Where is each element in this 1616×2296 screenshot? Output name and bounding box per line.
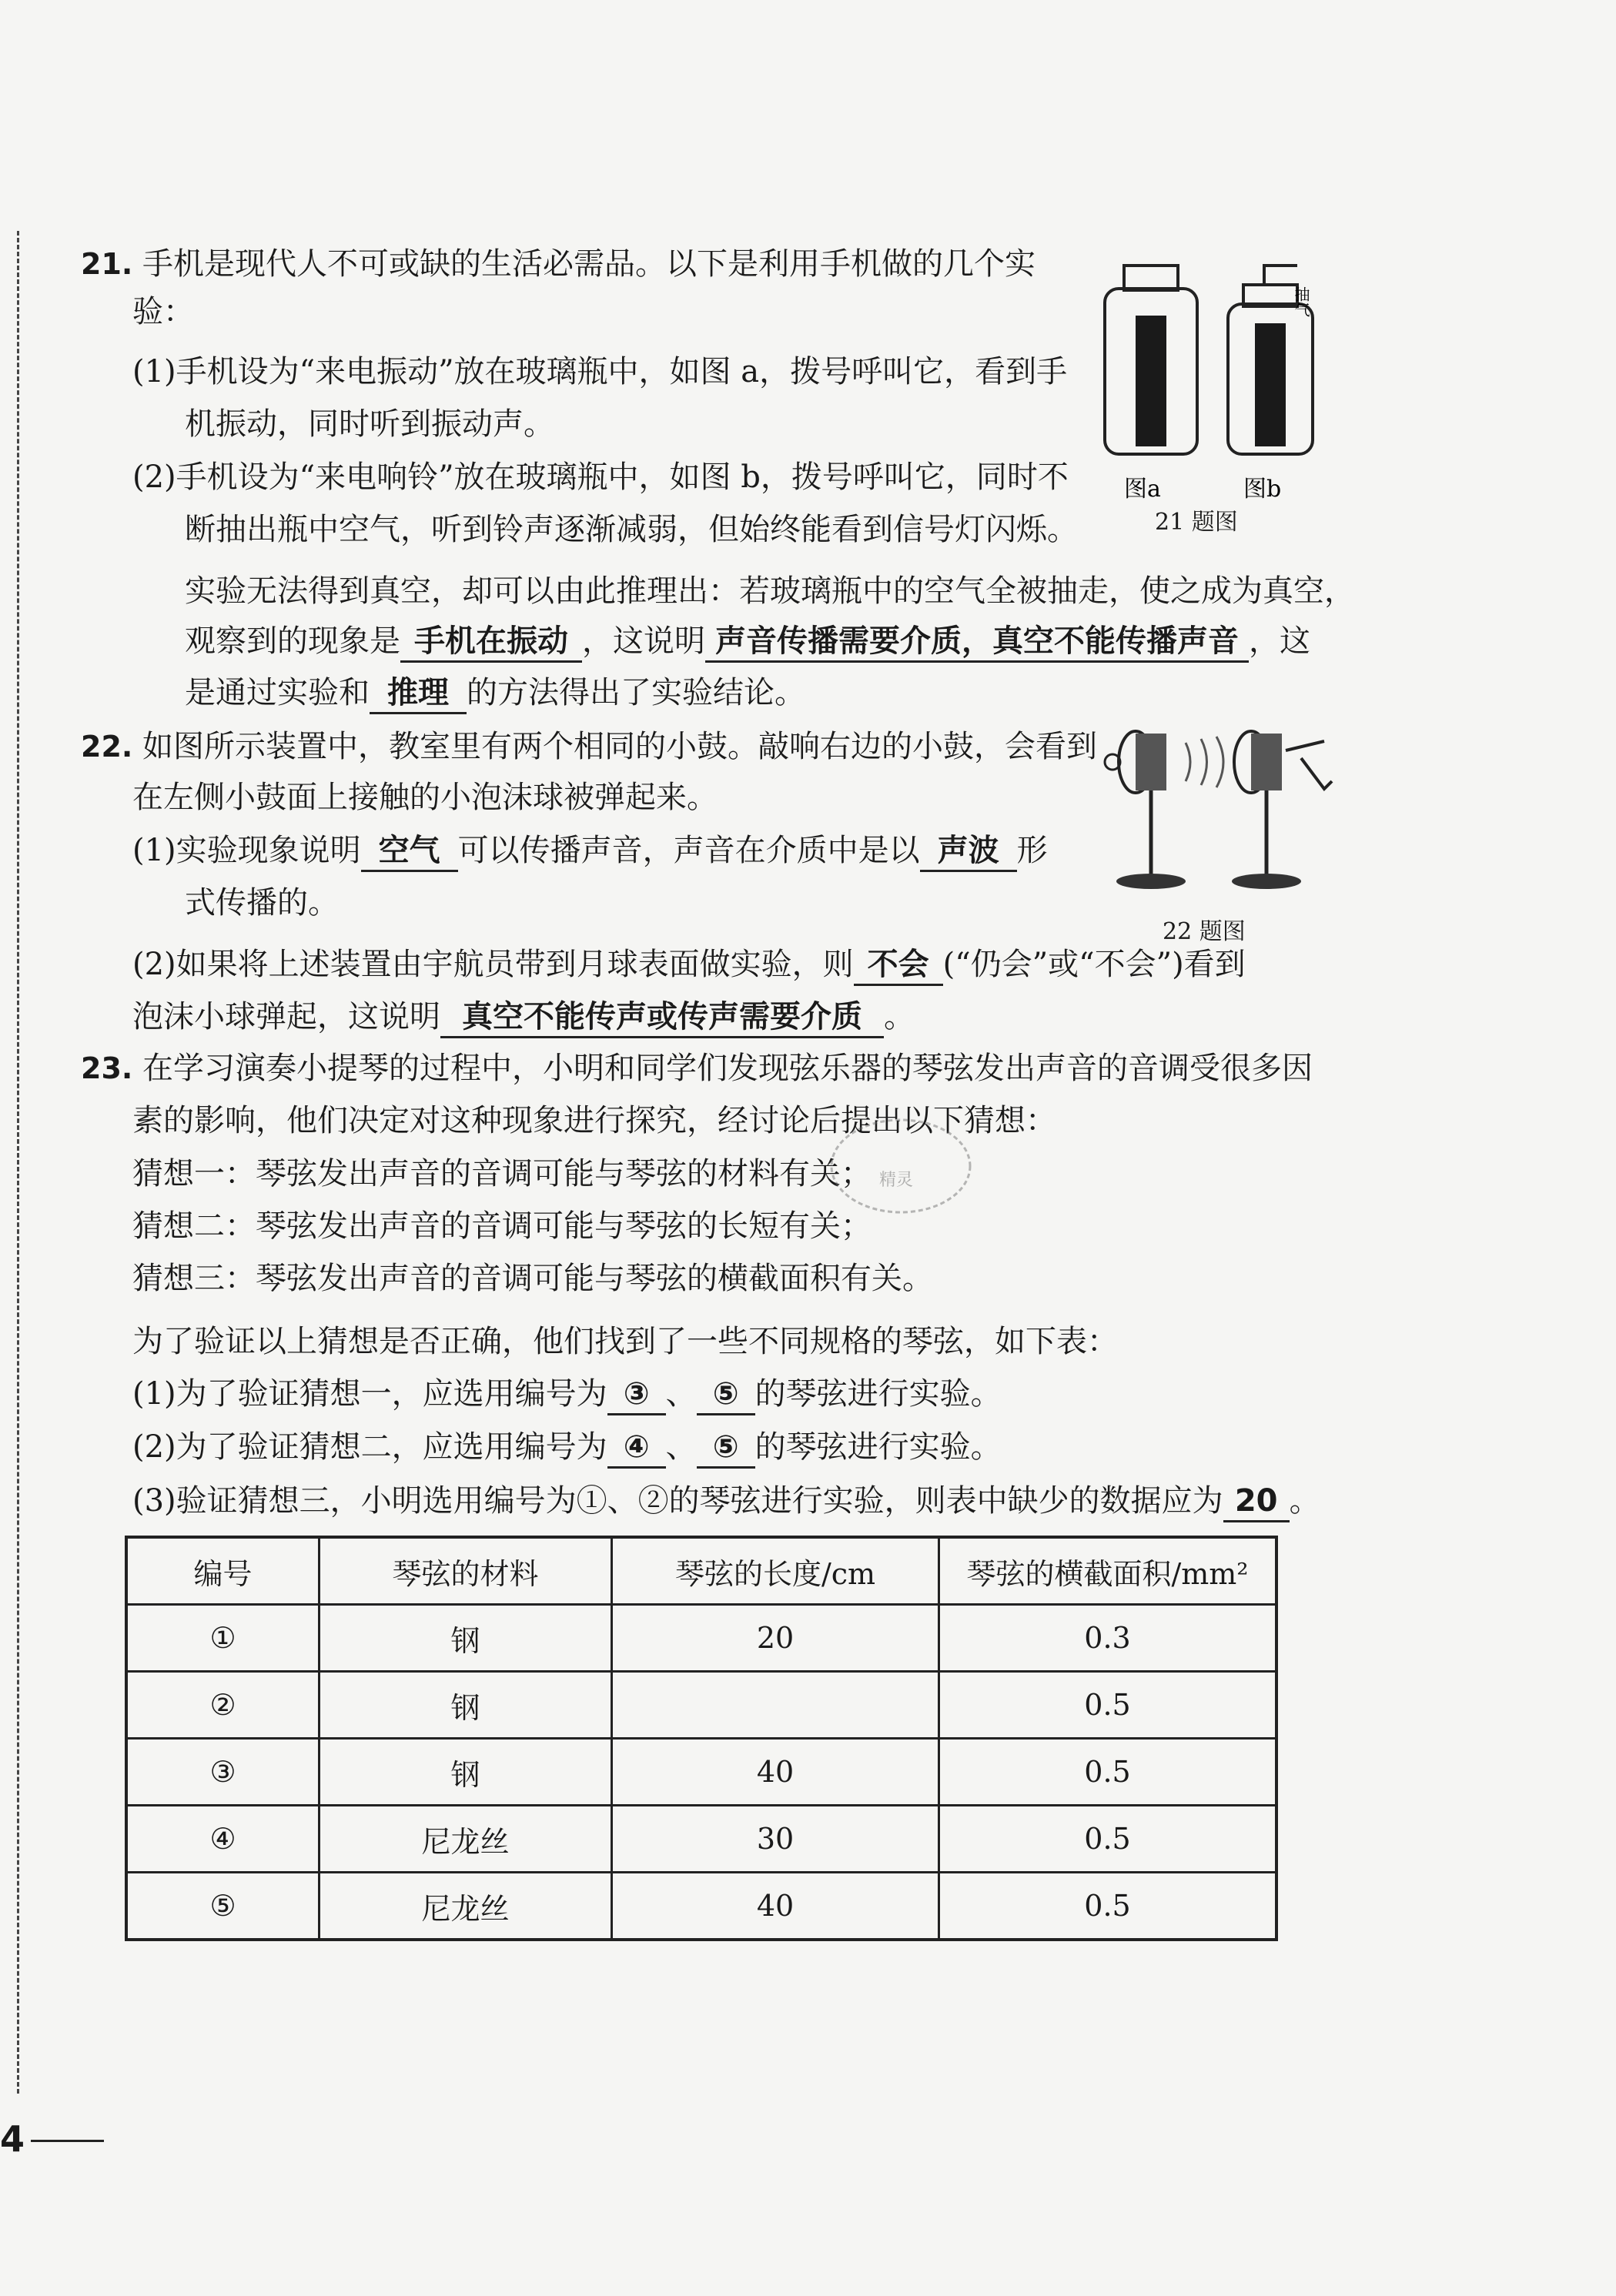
q21-number: 21. <box>81 247 133 281</box>
q21-answer-phenomenon: 手机在振动 <box>400 622 582 663</box>
q23-guess3: 猜想三：琴弦发出声音的音调可能与琴弦的横截面积有关。 <box>132 1261 933 1296</box>
q23-line1: 23. 在学习演奏小提琴的过程中，小明和同学们发现弦乐器的琴弦发出声音的音调受很多因 <box>81 1051 1313 1086</box>
table-row: ① 钢 20 0.3 <box>126 1605 1276 1672</box>
string-spec-table <box>125 1536 1278 1941</box>
q23-answer2a: ④ <box>607 1428 666 1469</box>
header-material: 琴弦的材料 <box>320 1537 612 1605</box>
pump-label: 抽气 <box>1292 286 1310 317</box>
q21-figure-caption: 21 题图 <box>1155 509 1238 536</box>
q21-part3-line1: 实验无法得到真空，却可以由此推理出：若玻璃瓶中的空气全被抽走，使之成为真空， <box>185 573 1355 609</box>
q22-figure-caption: 22 题图 <box>1163 918 1246 945</box>
q23-number: 23. <box>81 1051 133 1085</box>
q23-sub2: (2)为了验证猜想二，应选用编号为 ④ 、 ⑤ 的琴弦进行实验。 <box>132 1425 1002 1469</box>
q22-line2: 在左侧小鼓面上接触的小泡沫球被弹起来。 <box>132 780 718 815</box>
q22-line1: 22. 如图所示装置中，教室里有两个相同的小鼓。敲响右边的小鼓，会看到 <box>81 729 1098 764</box>
q23-answer1b: ⑤ <box>697 1375 755 1415</box>
q21-answer-conclusion: 声音传播需要介质，真空不能传播声音 <box>705 622 1249 663</box>
bottle-a-figure <box>1105 266 1197 454</box>
q22-part1-line2: 式传播的。 <box>185 885 339 921</box>
q21-part1-line2: 机振动，同时听到振动声。 <box>185 406 554 442</box>
sound-waves-icon <box>1186 737 1223 787</box>
q23-intro: 为了验证以上猜想是否正确，他们找到了一些不同规格的琴弦，如下表： <box>132 1324 1118 1359</box>
header-number: 编号 <box>126 1537 320 1605</box>
table-row: ③ 钢 40 0.5 <box>126 1739 1276 1806</box>
pump-tube-icon <box>1264 266 1297 285</box>
q21-part2-line1: (2)手机设为“来电响铃”放在玻璃瓶中，如图 b，拨号呼叫它，同时不 <box>132 460 1069 495</box>
table-row: ⑤ 尼龙丝 40 0.5 <box>126 1873 1276 1940</box>
page-number: 4 <box>0 2118 25 2160</box>
binding-margin-dashed-line <box>17 231 19 2094</box>
q21-line2: 验： <box>132 294 194 329</box>
q23-answer2b: ⑤ <box>697 1428 755 1469</box>
q22-answer-form: 声波 <box>920 831 1017 872</box>
q23-guess1: 猜想一：琴弦发出声音的音调可能与琴弦的材料有关； <box>132 1156 872 1191</box>
q21-part1-line1: (1)手机设为“来电振动”放在玻璃瓶中，如图 a，拨号呼叫它，看到手 <box>132 354 1068 389</box>
fig-b-label: 图b <box>1243 476 1282 503</box>
right-drum-icon <box>1232 731 1332 889</box>
q21-part2-line2: 断抽出瓶中空气，听到铃声逐渐减弱，但始终能看到信号灯闪烁。 <box>185 512 1078 547</box>
q21-line1 <box>81 242 1036 286</box>
q22-figure-drums <box>1093 727 1347 904</box>
fig-a-label: 图a <box>1124 476 1161 503</box>
q22-part1-line1: (1)实验现象说明 空气 可以传播声音，声音在介质中是以 声波 形 <box>132 829 1048 872</box>
page-number-rule <box>31 2140 104 2142</box>
q22-part2-line2: 泡沫小球弹起，这说明 真空不能传声或传声需要介质 。 <box>132 995 915 1038</box>
drumstick-icon <box>1286 741 1332 789</box>
phone-a-icon <box>1136 316 1166 446</box>
q22-answer-moon: 不会 <box>854 945 943 986</box>
q21-answer-method: 推理 <box>370 673 467 714</box>
q23-guess2: 猜想二：琴弦发出声音的音调可能与琴弦的长短有关； <box>132 1208 872 1244</box>
table-header-row <box>126 1537 1276 1605</box>
left-drum-icon <box>1105 731 1186 889</box>
q21-stem-1: 手机是现代人不可或缺的生活必需品。以下是利用手机做的几个实 <box>142 246 1036 282</box>
q23-sub3: (3)验证猜想三，小明选用编号为①、②的琴弦进行实验，则表中缺少的数据应为 20 。 <box>132 1479 1320 1522</box>
header-area: 琴弦的横截面积/mm² <box>939 1537 1277 1605</box>
svg-text:精灵: 精灵 <box>879 1171 914 1190</box>
q23-answer1a: ③ <box>607 1375 666 1415</box>
q23-answer3: 20 <box>1223 1482 1290 1522</box>
q22-part2-line1: (2)如果将上述装置由宇航员带到月球表面做实验，则 不会 (“仍会”或“不会”)看到 <box>132 943 1246 986</box>
watermark-stamp-icon <box>824 1108 978 1224</box>
q22-answer-reason: 真空不能传声或传声需要介质 <box>440 998 884 1038</box>
q23-sub1: (1)为了验证猜想一，应选用编号为 ③ 、 ⑤ 的琴弦进行实验。 <box>132 1372 1002 1415</box>
table-row: ④ 尼龙丝 30 0.5 <box>126 1806 1276 1873</box>
table-row: ② 钢 0.5 <box>126 1672 1276 1739</box>
q23-line2: 素的影响，他们决定对这种现象进行探究，经讨论后提出以下猜想： <box>132 1103 1056 1138</box>
q21-part3-line2: 观察到的现象是 手机在振动 ，这说明 声音传播需要介质，真空不能传播声音 ，这 <box>185 620 1310 663</box>
q22-answer-medium: 空气 <box>361 831 458 872</box>
phone-b-icon <box>1255 323 1286 446</box>
header-length: 琴弦的长度/cm <box>612 1537 939 1605</box>
q22-number: 22. <box>81 730 133 764</box>
q21-part3-line3: 是通过实验和 推理 的方法得出了实验结论。 <box>185 671 805 714</box>
q21-figure-bottles <box>1093 262 1340 516</box>
